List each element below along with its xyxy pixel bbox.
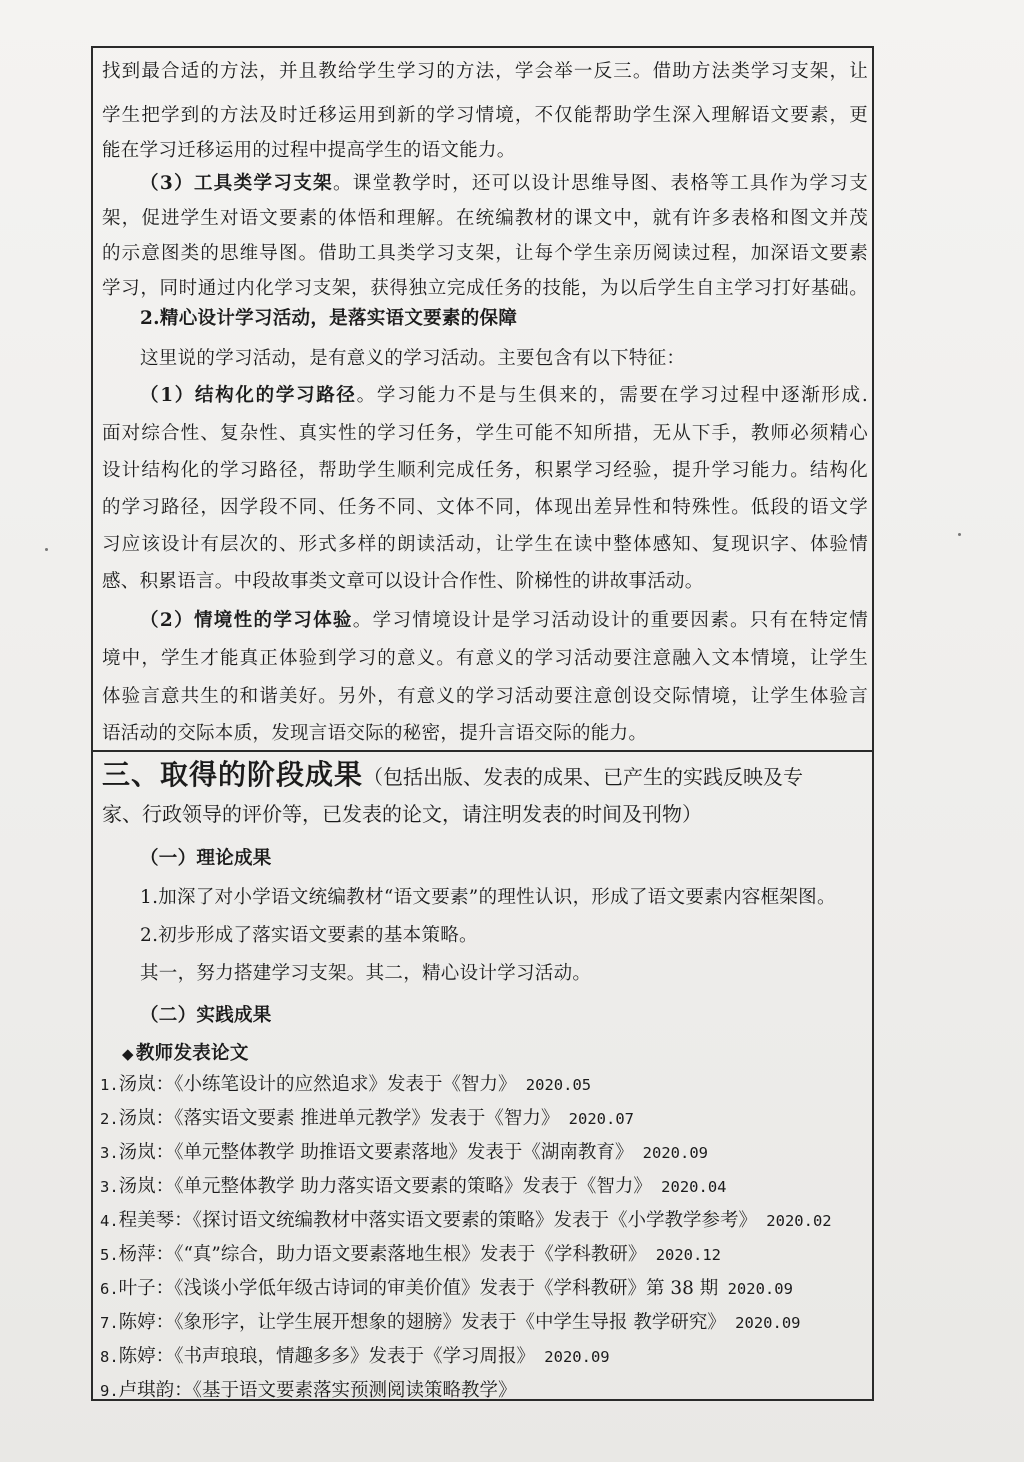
list-item: 1.加深了对小学语文统编教材“语文要素”的理性认识，形成了语文要素内容框架图。 xyxy=(140,887,836,908)
paper-date: 2020.07 xyxy=(559,1110,634,1128)
paper-item xyxy=(100,1274,870,1304)
paper-number: 4. xyxy=(100,1212,119,1230)
paper-number: 2. xyxy=(100,1110,119,1128)
paper-item xyxy=(100,1308,870,1338)
section-3-heading xyxy=(102,754,868,796)
body-line: 学习，同时通过内化学习支架，获得独立完成任务的技能，为以后学生自主学习打好基础。 xyxy=(102,278,868,299)
scan-speck xyxy=(45,548,48,551)
paper-date: 2020.04 xyxy=(651,1178,727,1196)
paragraph-heading: （3）工具类学习支架 xyxy=(140,173,333,194)
paper-author: 杨萍： xyxy=(118,1244,175,1265)
paragraph-text: 。学习能力不是与生俱来的，需要在学习过程中逐渐形成. xyxy=(356,385,868,406)
list-subheading xyxy=(122,1040,868,1068)
paper-author: 汤岚： xyxy=(118,1108,175,1129)
paper-author: 陈婷： xyxy=(118,1312,175,1333)
body-line: 面对综合性、复杂性、真实性的学习任务，学生可能不知所措，无从下手，教师必须精心 xyxy=(102,423,868,444)
body-line: 设计结构化的学习路径，帮助学生顺利完成任务，积累学习经验，提升学习能力。结构化 xyxy=(102,460,868,481)
body-line: 架，促进学生对语文要素的体悟和理解。在统编教材的课文中，就有许多表格和图文并茂 xyxy=(102,208,868,229)
section-heading: 2.精心设计学习活动，是落实语文要素的保障 xyxy=(140,308,518,329)
paper-item xyxy=(100,1240,870,1270)
paragraph-heading: （1）结构化的学习路径 xyxy=(140,385,357,406)
paper-author: 汤岚： xyxy=(118,1142,175,1163)
paper-title: 《单元整体教学 助力落实语文要素的策略》发表于《智力》 xyxy=(174,1176,652,1197)
paper-author: 陈婷： xyxy=(118,1346,175,1367)
paper-author: 程美琴： xyxy=(118,1210,193,1231)
paper-number: 6. xyxy=(100,1280,119,1298)
paper-date: 2020.02 xyxy=(756,1212,832,1230)
paragraph-text: 。学习情境设计是学习活动设计的重要因素。只有在特定情 xyxy=(352,610,868,631)
body-line: 这里说的学习活动，是有意义的学习活动。主要包含有以下特征： xyxy=(140,348,686,369)
paper-title: 《基于语文要素落实预测阅读策略教学》 xyxy=(192,1380,517,1401)
paper-title: 《书声琅琅，情趣多多》发表于《学习周报》 xyxy=(174,1346,535,1367)
paper-number: 1. xyxy=(100,1076,119,1094)
paper-item xyxy=(100,1138,870,1168)
section-3-title: 三、取得的阶段成果 xyxy=(102,758,364,791)
paper-date: 2020.09 xyxy=(725,1314,801,1332)
paper-author: 叶子： xyxy=(118,1278,175,1299)
section-3-note: （包括出版、发表的成果、已产生的实践反映及专 xyxy=(363,765,804,789)
paper-number: 9. xyxy=(100,1382,119,1400)
paragraph-text: 。课堂教学时，还可以设计思维导图、表格等工具作为学习支 xyxy=(332,173,868,194)
paper-number: 3. xyxy=(100,1178,119,1196)
paper-author: 汤岚： xyxy=(118,1074,175,1095)
paper-date: 2020.09 xyxy=(633,1144,708,1162)
paper-title: 《落实语文要素 推进单元教学》发表于《智力》 xyxy=(174,1108,560,1129)
body-line: 学生把学到的方法及时迁移运用到新的学习情境，不仅能帮助学生深入理解语文要素，更 xyxy=(102,105,868,126)
body-line: 找到最合适的方法，并且教给学生学习的方法，学会举一反三。借助方法类学习支架，让 xyxy=(102,61,868,82)
paper-title: 《象形字，让学生展开想象的翅膀》发表于《中学生导报 教学研究》 xyxy=(174,1312,726,1333)
body-line: 语活动的交际本质，发现言语交际的秘密，提升言语交际的能力。 xyxy=(102,723,648,744)
section-divider xyxy=(91,750,874,752)
body-line: 能在学习迁移运用的过程中提高学生的语文能力。 xyxy=(102,140,516,161)
paragraph-first-line xyxy=(140,170,868,198)
paper-date: 2020.09 xyxy=(718,1280,793,1298)
paper-item xyxy=(100,1104,870,1134)
paper-title: 《单元整体教学 助推语文要素落地》发表于《湖南教育》 xyxy=(174,1142,634,1163)
paragraph-first-line xyxy=(140,607,868,635)
paper-author: 卢琪韵： xyxy=(118,1380,193,1401)
list-item: 其一，努力搭建学习支架。其二，精心设计学习活动。 xyxy=(140,963,592,984)
paper-item xyxy=(100,1376,870,1406)
paragraph-first-line xyxy=(140,382,868,410)
paper-date: 2020.09 xyxy=(534,1348,610,1366)
body-line: 感、积累语言。中段故事类文章可以设计合作性、阶梯性的讲故事活动。 xyxy=(102,571,704,592)
paper-item xyxy=(100,1172,870,1202)
list-item: 2.初步形成了落实语文要素的基本策略。 xyxy=(140,925,478,946)
section-3-note-continued: 家、行政领导的评价等，已发表的论文，请注明发表的时间及刊物） xyxy=(102,802,702,826)
body-line: 的示意图类的思维导图。借助工具类学习支架，让每个学生亲历阅读过程，加深语文要素 xyxy=(102,243,868,264)
body-line: 习应该设计有层次的、形式多样的朗读活动，让学生在读中整体感知、复现识字、体验情 xyxy=(102,534,868,555)
paper-title: 《小练笔设计的应然追求》发表于《智力》 xyxy=(174,1074,517,1095)
body-line: 体验言意共生的和谐美好。另外，有意义的学习活动要注意创设交际情境，让学生体验言 xyxy=(102,686,868,707)
paper-item xyxy=(100,1070,870,1100)
paper-title: 《探讨语文统编教材中落实语文要素的策略》发表于《小学教学参考》 xyxy=(192,1210,757,1231)
paper-title: 《浅谈小学低年级古诗词的审美价值》发表于《学科教研》第 38 期 xyxy=(174,1278,719,1299)
list-subheading-text: 教师发表论文 xyxy=(135,1043,249,1064)
paper-number: 5. xyxy=(100,1246,119,1264)
paper-item xyxy=(100,1342,870,1372)
paper-date: 2020.12 xyxy=(646,1246,722,1264)
paper-number: 3. xyxy=(100,1144,119,1162)
paper-item xyxy=(100,1206,870,1236)
subsection-heading: （一）理论成果 xyxy=(140,848,272,869)
paper-number: 8. xyxy=(100,1348,119,1366)
scan-speck xyxy=(958,533,961,536)
body-line: 的学习路径，因学段不同、任务不同、文体不同，体现出差异性和特殊性。低段的语文学 xyxy=(102,497,868,518)
subsection-heading: （二）实践成果 xyxy=(140,1005,272,1026)
body-line: 境中，学生才能真正体验到学习的意义。有意义的学习活动要注意融入文本情境，让学生 xyxy=(102,648,868,669)
paper-number: 7. xyxy=(100,1314,119,1332)
paper-title: 《“真”综合，助力语文要素落地生根》发表于《学科教研》 xyxy=(174,1244,647,1265)
diamond-bullet-icon: ◆ xyxy=(122,1045,134,1063)
paper-date: 2020.05 xyxy=(516,1076,592,1094)
paper-author: 汤岚： xyxy=(118,1176,175,1197)
paragraph-heading: （2）情境性的学习体验 xyxy=(140,610,353,631)
